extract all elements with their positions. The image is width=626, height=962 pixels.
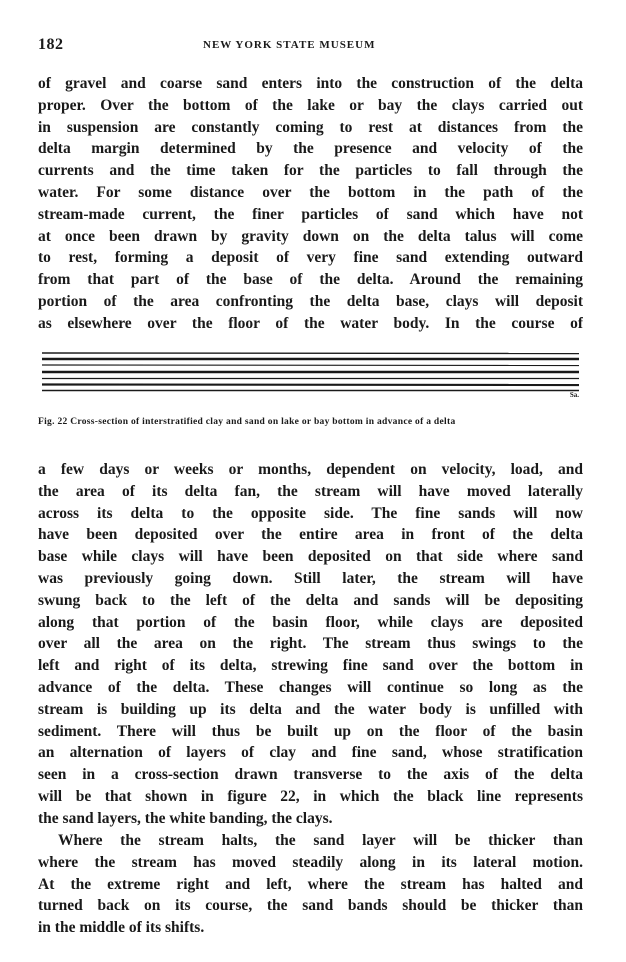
text-line: swung back to the left of the delta and sands will be depositing (38, 591, 583, 609)
figure-caption: Fig. 22 Cross-section of interstratified clay and sand on lake or bay bottom in advance of a delta (38, 417, 456, 427)
text-line: as elsewhere over the floor of the water body. In the course of (38, 314, 583, 332)
page-header (38, 36, 583, 56)
text-line: portion of the area confronting the delta base, clays will deposit (38, 292, 583, 310)
paragraph-continued (38, 73, 583, 335)
text-line: the area of its delta fan, the stream will have moved laterally (38, 482, 583, 500)
figure-marker: Sa. (569, 391, 579, 399)
text-line: have been deposited over the entire area in front of the delta (38, 526, 583, 544)
text-line: turned back on its course, the sand bands should be thicker than (38, 897, 583, 915)
text-line: stream is building up its delta and the water body is unfilled with (38, 700, 583, 718)
text-line: in the middle of its shifts. (38, 919, 205, 937)
running-head: NEW YORK STATE MUSEUM (203, 39, 376, 51)
text-line: was previously going down. Still later, the stream will have (38, 569, 583, 587)
text-line: at once been drawn by gravity down on the delta talus will come (38, 227, 583, 245)
text-line: across its delta to the opposite side. The fine sands will now (38, 504, 583, 522)
text-line: to rest, forming a deposit of very fine sand extending outward (38, 249, 583, 267)
text-line: the sand layers, the white banding, the clays. (38, 809, 333, 827)
text-line: left and right of its delta, strewing fine sand over the bottom in (38, 657, 583, 675)
text-line: stream-made current, the finer particles of sand which have not (38, 205, 583, 223)
text-line: in suspension are constantly coming to rest at distances from the (38, 118, 583, 136)
text-line: sediment. There will thus be built up on the floor of the basin (38, 722, 583, 740)
text-line: proper. Over the bottom of the lake or bay the clays carried out (38, 96, 583, 114)
text-line: of gravel and coarse sand enters into the construction of the delta (38, 75, 583, 92)
strata-line (42, 353, 579, 354)
text-line: from that part of the base of the delta. Around the remaining (38, 271, 583, 289)
strata-line (42, 365, 579, 366)
text-line: currents and the time taken for the particles to fall through the (38, 162, 583, 180)
figure-22-cross-section (38, 350, 583, 405)
paragraph-main (38, 459, 583, 830)
text-line: water. For some distance over the bottom in the path of the (38, 183, 583, 201)
text-line: a few days or weeks or months, dependent on velocity, load, and (38, 461, 583, 478)
page-number: 182 (38, 36, 64, 53)
text-line: will be that shown in figure 22, in which the black line represents (38, 787, 583, 805)
strata-line (42, 385, 579, 386)
stratification-diagram (38, 350, 583, 405)
text-line: delta margin determined by the presence and velocity of the (38, 140, 583, 158)
text-line: an alternation of layers of clay and fine sand, whose stratification (38, 744, 583, 762)
paragraph-final (38, 830, 583, 939)
text-line: base while clays will have been deposited on that side where sand (38, 548, 583, 566)
text-line: where the stream has moved steadily along in its lateral motion. (38, 853, 583, 871)
text-line: At the extreme right and left, where the stream has halted and (38, 875, 583, 893)
text-line: seen in a cross-section drawn transverse to the axis of the delta (38, 766, 583, 784)
text-line: advance of the delta. These changes will continue so long as the (38, 678, 583, 696)
text-line: over all the area on the right. The stream thus swings to the (38, 635, 583, 653)
text-line: Where the stream halts, the sand layer will be thicker than (58, 832, 583, 849)
text-line: along that portion of the basin floor, while clays are deposited (38, 613, 583, 631)
